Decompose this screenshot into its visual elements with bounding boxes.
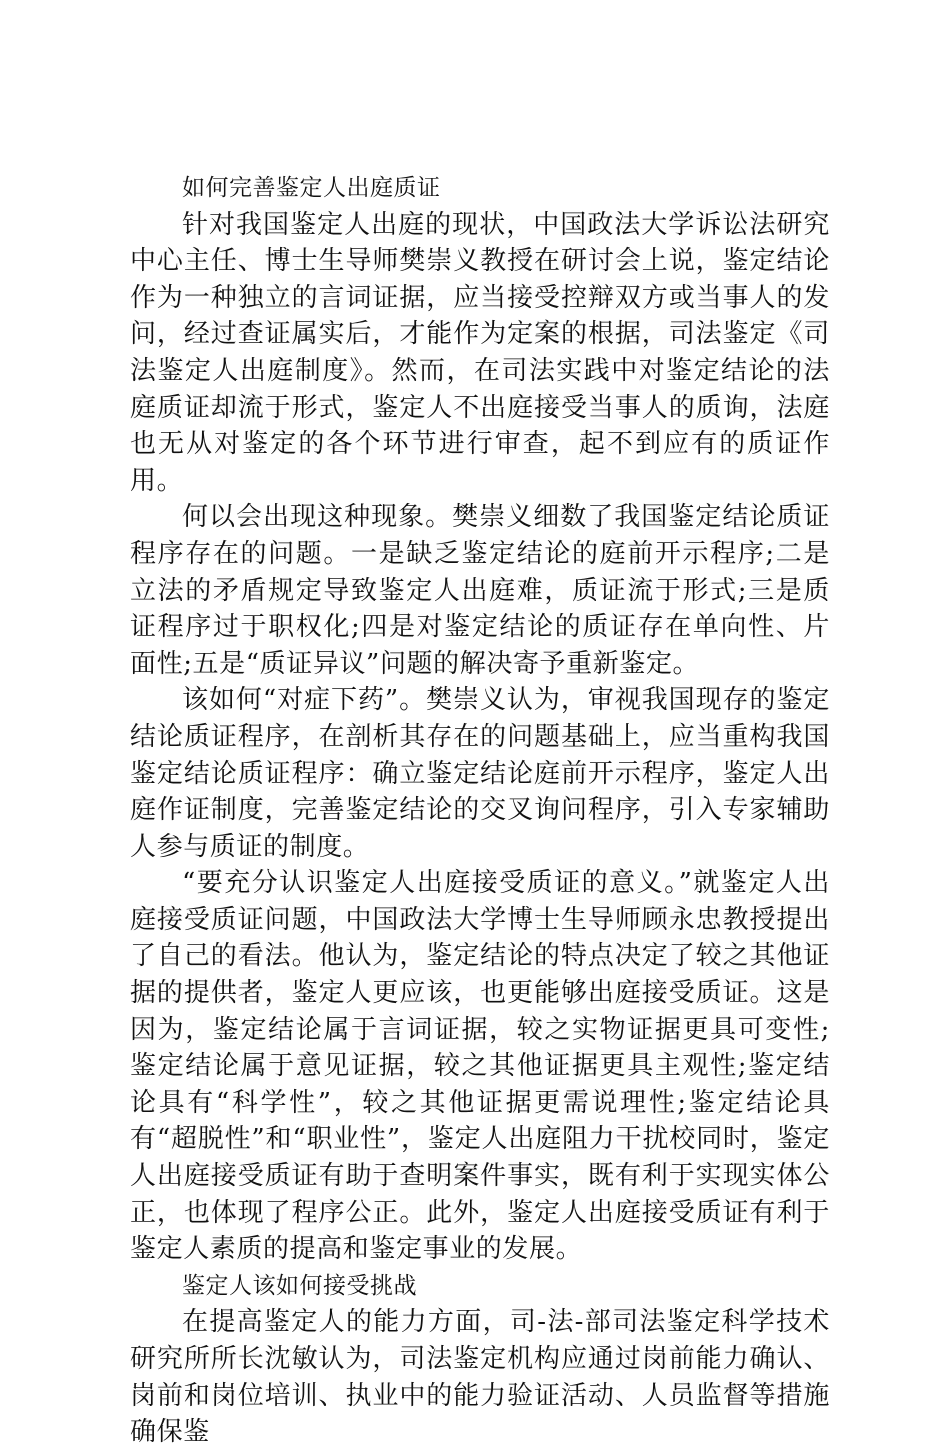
section-heading-challenges: 鉴定人该如何接受挑战 [182,1272,417,1299]
paragraph-significance: “要充分认识鉴定人出庭接受质证的意义。”就鉴定人出庭接受质证问题，中国政法大学博士生导师顾永忠教授提出了自己的看法。他认为，鉴定结论的特点决定了较之其他证据的提供者，鉴定人更应该，也更能够出庭接受质证。这是因为，鉴定结论属于言词证据，较之实物证据更具可变性;鉴定结论属于意见证据，较之其他证据更具主观性;鉴定结论具有“科学性”，较之其他证据更需说理性;鉴定结论具有“超脱性”和“职业性”，鉴定人出庭阻力干扰校同时，鉴定人出庭接受质证有助于查明案件事实，既有利于实现实体公正，也体现了程序公正。此外，鉴定人出庭接受质证有利于鉴定人素质的提高和鉴定事业的发展。 [130,868,830,1265]
paragraph-problems: 何以会出现这种现象。樊崇义细数了我国鉴定结论质证程序存在的问题。一是缺乏鉴定结论的庭前开示程序;二是立法的矛盾规定导致鉴定人出庭难，质证流于形式;三是质证程序过于职权化;四是对鉴定结论的质证存在单向性、片面性;五是“质证异议”问题的解决寄予重新鉴定。 [130,502,830,679]
paragraph-remedies: 该如何“对症下药”。樊崇义认为，审视我国现存的鉴定结论质证程序，在剖析其存在的问题基础上，应当重构我国鉴定结论质证程序：确立鉴定结论庭前开示程序，鉴定人出庭作证制度，完善鉴定结论的交叉询问程序，引入专家辅助人参与质证的制度。 [130,685,830,862]
document-page [130,170,830,1451]
paragraph-current-situation: 针对我国鉴定人出庭的现状，中国政法大学诉讼法研究中心主任、博士生导师樊崇义教授在研讨会上说，鉴定结论作为一种独立的言词证据，应当接受控辩双方或当事人的发问，经过查证属实后，才能作为定案的根据，司法鉴定《司法鉴定人出庭制度》。然而，在司法实践中对鉴定结论的法庭质证却流于形式，鉴定人不出庭接受当事人的质询，法庭也无从对鉴定的各个环节进行审查，起不到应有的质证作用。 [130,209,830,496]
paragraph-ability: 在提高鉴定人的能力方面，司-法-部司法鉴定科学技术研究所所长沈敏认为，司法鉴定机构应通过岗前能力确认、岗前和岗位培训、执业中的能力验证活动、人员监督等措施确保鉴 [130,1307,830,1448]
section-heading-improve-testimony: 如何完善鉴定人出庭质证 [182,175,441,201]
